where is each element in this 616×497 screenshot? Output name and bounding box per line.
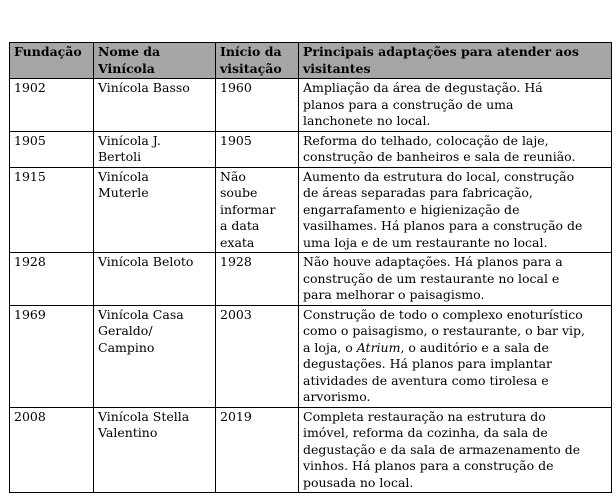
cell-line: Vinícola [98,168,149,184]
text-segment: a loja, o [303,339,357,355]
cell-adaptations [299,167,612,253]
cell-line: arvorismo. [303,389,371,404]
cell-line: soube [220,185,258,200]
cell-visits-since [216,407,299,493]
cell-line: Reforma do telhado, colocação de laje, [303,132,549,148]
cell-line: Bertoli [98,149,142,164]
cell-winery [94,305,216,407]
column-header-winery [94,43,216,79]
cell-line: engarrafamento e higienização de [303,201,520,217]
cell-line: 1928 [14,254,46,269]
cell-line: Fundação [14,44,82,59]
cell-line: Ampliação da área de degustação. Há [303,80,543,95]
cell-winery [94,407,216,493]
cell-line: 1905 [14,132,46,148]
cell-line: 2008 [14,408,46,424]
cell-founded [10,79,94,132]
cell-line: para melhorar o paisagismo. [303,287,485,302]
cell-line: visitação [220,60,282,76]
cell-line: Campino [98,339,155,355]
cell-line: Vinícola Stella [98,408,190,424]
table-row [10,253,612,306]
cell-line: 2019 [220,408,252,424]
column-header-founded [10,43,94,79]
cell-line: Vinícola Beloto [98,254,194,269]
table-row [10,167,612,253]
cell-line: 1928 [220,254,252,269]
cell-line: Geraldo/ [98,323,153,338]
cell-line: uma loja e de um restaurante no local. [303,234,548,250]
table-row [10,305,612,407]
cell-line: atividades de aventura como tirolesa e [303,372,549,388]
cell-line: Vinícola Casa [98,306,184,322]
cell-line: Completa restauração na estrutura do [303,408,546,424]
cell-line: Início da [220,44,282,59]
cell-line: imóvel, reforma da cozinha, da sala de [303,425,548,440]
text-segment: , o auditório e a sala de [400,339,549,355]
cell-founded [10,131,94,167]
cell-visits-since [216,253,299,306]
cell-adaptations [299,407,612,493]
italic-term: Atrium [356,339,401,355]
cell-line [303,340,607,357]
cell-winery [94,79,216,132]
cell-line: Muterle [98,185,149,200]
cell-line: como o paisagismo, o restaurante, o bar vip, [303,323,586,338]
cell-winery [94,131,216,167]
cell-line: Principais adaptações para atender aos [303,44,579,59]
cell-adaptations [299,253,612,306]
cell-line: pousada no local. [303,474,414,490]
cell-line: 1960 [220,80,252,95]
cell-visits-since [216,79,299,132]
cell-line: vinhos. Há planos para a construção de [303,458,554,473]
wineries-table [9,42,612,493]
cell-line: Não [220,168,246,184]
cell-visits-since [216,167,299,253]
cell-line: Vinícola Basso [98,80,190,95]
cell-line: exata [220,234,255,250]
header-row [10,43,612,79]
cell-line: Vinícola J. [98,132,161,148]
table-row [10,79,612,132]
cell-line: 1969 [14,306,46,322]
cell-founded [10,305,94,407]
cell-line: 2003 [220,306,252,322]
table-body [10,79,612,493]
cell-visits-since [216,305,299,407]
cell-line: Nome da [98,44,161,59]
cell-line: a data [220,218,260,233]
cell-founded [10,167,94,253]
cell-line: Aumento da estrutura do local, construção [303,168,575,184]
cell-winery [94,167,216,253]
cell-line: 1915 [14,168,46,184]
cell-line: 1905 [220,132,252,148]
cell-line: Vinícola [98,60,155,76]
cell-line: lanchonete no local. [303,113,431,128]
column-header-adaptations [299,43,612,79]
cell-line: construção de banheiros e sala de reunião. [303,149,576,164]
cell-line: informar [220,201,276,217]
cell-founded [10,253,94,306]
cell-visits-since [216,131,299,167]
cell-line: vasilhames. Há planos para a construção de [303,218,583,233]
cell-founded [10,407,94,493]
cell-adaptations [299,131,612,167]
cell-adaptations [299,79,612,132]
cell-line: Valentino [98,425,158,440]
cell-adaptations [299,305,612,407]
cell-line: degustação e da sala de armazenamento de [303,441,581,457]
cell-line: Construção de todo o complexo enoturístico [303,306,583,322]
cell-winery [94,253,216,306]
cell-line: degustações. Há planos para implantar [303,356,553,371]
table-row [10,407,612,493]
cell-line: construção de um restaurante no local e [303,270,560,286]
cell-line: 1902 [14,80,46,95]
column-header-visits-since [216,43,299,79]
cell-line: planos para a construção de uma [303,96,514,112]
cell-line: Não houve adaptações. Há planos para a [303,254,563,269]
table-row [10,131,612,167]
cell-line: de áreas separadas para fabricação, [303,185,533,200]
table-header [10,43,612,79]
cell-line: visitantes [303,60,371,76]
